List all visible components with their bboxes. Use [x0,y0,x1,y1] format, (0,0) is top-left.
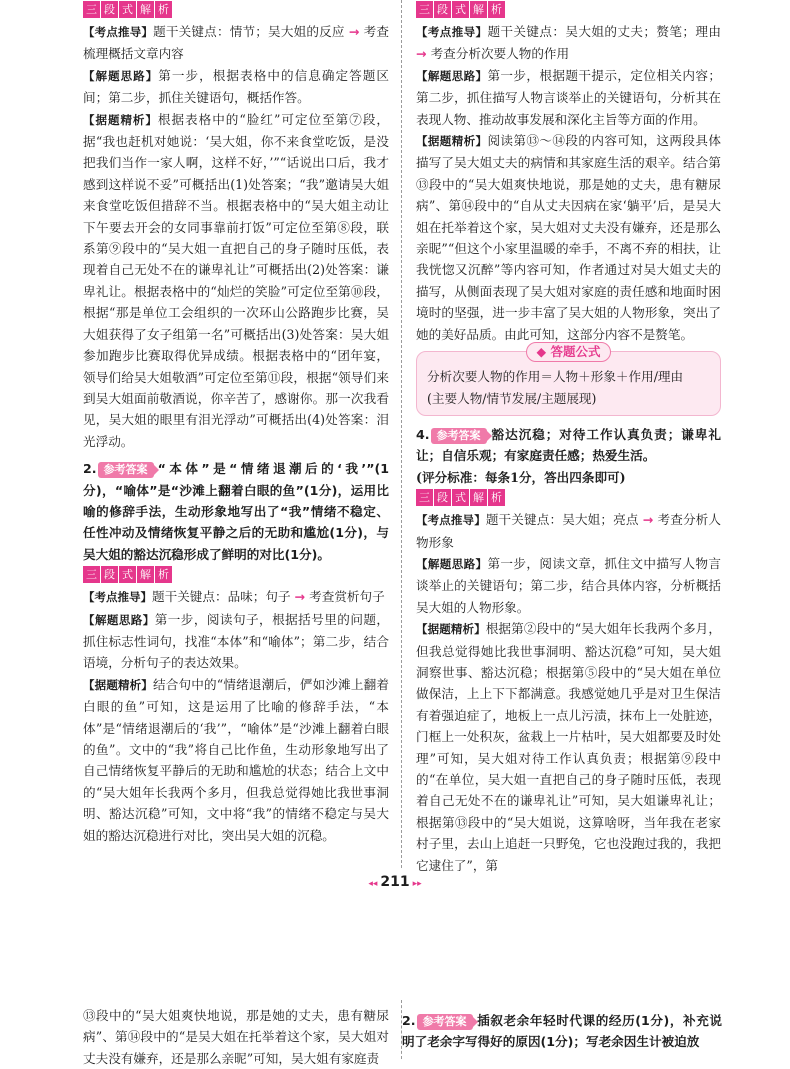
answer-text: “本体”是“情绪退潮后的‘我’”(1分)，“喻体”是“沙滩上翻着白眼的鱼”(1分)，运用比喻的修辞手法，生动形象地写出了“我”情绪不稳定、任性冲动及情绪恢复平静之后的无助和尴尬(1分)，与吴大姐的豁达沉稳形成了鲜明的对比(1分)。 [83,461,389,562]
banner-char: 析 [155,1,172,18]
silu-tag: 【解题思路】 [83,68,159,83]
formula-line: 分析次要人物的作用＝人物＋形象＋作用/理由 [427,369,684,385]
kaodian-focus: 考查赏析句子 [309,589,385,605]
next-page-right-column [402,1010,722,1053]
q2-kaodian [83,586,389,608]
banner-char: 式 [452,1,469,18]
answer-badge: 参考答案 [417,1014,473,1030]
banner-char: 三 [416,489,433,506]
jingxi-tag: 【据题精析】 [416,622,486,637]
silu-text: 第一步，根据题干提示，定位相关内容；第二步，抓住描写人物言谈举止的关键语句，分析其在表现人物、推动故事发展和深化主旨等方面的作用。 [416,67,722,127]
page-deco-right-icon: ▸▸ [412,879,422,889]
formula-box [416,344,721,416]
page-number-value: 211 [380,874,410,890]
left-column [83,0,389,846]
jingxi-tag: 【据题精析】 [416,134,488,149]
arrow-icon: → [642,512,654,528]
analysis-banner [83,566,389,585]
q4-jingxi [416,618,721,876]
banner-char: 三 [416,1,433,18]
q2-silu [83,609,389,674]
kaodian-focus: 考查梳理概括文章内容 [83,24,389,62]
question-number: 4. [416,426,430,442]
kaodian-tag: 【考点推导】 [83,590,152,605]
banner-char: 段 [434,1,451,18]
formula-heading: ◆ 答题公式 [526,342,612,362]
q3-kaodian [416,21,721,65]
formula-note: (主要人物/情节发展/主题展现) [427,390,597,406]
banner-char: 式 [119,566,136,583]
silu-text: 第一步，阅读文章，抓住文中描写人物言谈举止的关键语句；第二步，结合具体内容，分析概括吴大姐的人物形象。 [416,555,722,615]
analysis-banner [416,489,721,508]
question-number: 2. [402,1013,416,1028]
jingxi-text: 根据第②段中的“吴大姐年长我两个多月，但我总觉得她比我世事洞明、豁达沉稳”可知，吴大姐洞察世事、豁达沉稳；根据第⑤段中的“吴大姐在单位做保洁，上上下下都满意。我感觉她几乎是对卫生保洁有着强迫症了，地板上一点儿污渍，抹布上一处脏迹，门框上一处积灰，盆栽上一片枯叶，吴大姐都要及时处理”可知，吴大姐对待工作认真负责；根据第⑨段中的“在单位，吴大姐一直把自己的身子随时压低，表现着自己无处不在的谦卑礼让”可知，吴大姐谦卑礼让；根据第⑬段中的“吴大姐说，这算啥呀，当年我在老家村子里，去山上追赶一只野兔，它也没跑过我的，我把它逮住了”，第 [416,621,721,873]
arrow-icon: → [416,46,427,62]
banner-char: 段 [101,566,118,583]
jingxi-text: 结合句中的“情绪退潮后，俨如沙滩上翻着白眼的鱼”可知，这是运用了比喻的修辞手法，“本体”是“情绪退潮后的‘我’”，“喻体”是“沙滩上翻着白眼的鱼”。文中的“我”将自己比作鱼，生动形象地写出了自己情绪恢复平静后的无助和尴尬的状态；结合上文中的“吴大姐年长我两个多月，但我总觉得她比我世事洞明、豁达沉稳”可知，文中将“我”的情绪不稳定与吴大姐的豁达沉稳进行对比，突出吴大姐的沉稳。 [83,676,389,843]
banner-char: 析 [488,489,505,506]
kaodian-focus: 考查分析人物形象 [416,512,722,550]
kaodian-keypoints: 题干关键点：品味；句子 [152,589,291,605]
kaodian-tag: 【考点推导】 [83,25,154,39]
q1-kaodian [83,21,389,65]
banner-char: 式 [452,489,469,506]
right-column [416,0,721,876]
answer-badge: 参考答案 [98,462,154,478]
banner-char: 解 [470,489,487,506]
page-deco-left-icon: ◂◂ [368,879,378,889]
arrow-icon: → [348,24,360,39]
silu-text: 第一步，阅读句子，根据括号里的问题，抓住标志性词句，找准“本体”和“喻体”；第二步，结合语境，分析句子的表达效果。 [83,611,390,671]
silu-text: 第一步，根据表格中的信息确定答题区间；第二步，抓住关键语句，概括作答。 [83,67,390,106]
banner-char: 解 [137,566,154,583]
kaodian-keypoints: 题干关键点：吴大姐的丈夫；赘笔；理由 [487,24,722,39]
jingxi-tag: 【据题精析】 [83,112,158,127]
kaodian-keypoints: 题干关键点：吴大姐；亮点 [485,512,639,528]
jingxi-text: 阅读第⑬～⑭段的内容可知，这两段具体描写了吴大姐丈夫的病情和其家庭生活的艰辛。结合第⑬段中的“吴大姐爽快地说，那是她的丈夫，患有糖尿病”、第⑭段中的“自从丈夫因病在家‘躺平’后，是吴大姐在托举着这个家，吴大姐对丈夫没有嫌弃，还是那么亲昵”“但这个小家里温暖的牵手，不离不弃的相扶，让我恍惚又沉醉”等内容可知，作者通过对吴大姐丈夫的描写，从侧面表现了吴大姐对家庭的责任感和地面时困境时的坚强，进一步丰富了吴大姐的人物形象，突出了她的美好品质。由此可知，这部分内容不是赘笔。 [416,133,722,342]
next-page-q2-answer [402,1010,722,1053]
kaodian-focus: 考查分析次要人物的作用 [430,46,570,62]
q2-answer [83,458,389,565]
next-page-left-column [83,1005,389,1069]
banner-char: 式 [119,1,136,18]
jingxi-text: 根据表格中的“脸红”可定位至第⑦段，据“我也赶机对她说：‘吴大姐，你不来食堂吃饭，是没把我们当作一家人啊，这样不好，’”“话说出口后，我才感到这样说不妥”可概括出(1)处答案；“我”邀请吴大姐来食堂吃饭但措辞不当。根据表格中的“吴大姐主动让下午要去开会的女同事靠前打饭”可定位至第⑧段，联系第⑨段中的“吴大姐一直把自己的身子随时压低，表现着自己无处不在的谦卑礼让”可概括出(2)处答案：谦卑礼让。根据表格中的“灿烂的笑脸”可定位至第⑩段，根据“那是单位工会组织的一次环山公路跑步比赛，吴大姐获得了女子组第一名”可概括出(3)处答案：吴大姐参加跑步比赛取得优异成绩。根据表格中的“团年宴，领导们给吴大姐敬酒”可定位至第⑪段，根据“领导们来到吴大姐面前敬酒说，你辛苦了，感谢你。那一次我看见，吴大姐的眼里有泪光浮动”可概括出(4)处答案：泪光浮动。 [83,111,389,449]
analysis-banner [416,1,721,20]
answer-text: 豁达沉稳；对待工作认真负责；谦卑礼让；自信乐观；有家庭责任感；热爱生活。 [416,426,721,464]
banner-char: 段 [434,489,451,506]
answer-text: 插叙老余年轻时代课的经历(1分)，补充说明了老余字写得好的原因(1分)；写老余因生计被迫放 [402,1013,722,1050]
silu-tag: 【解题思路】 [416,68,488,83]
arrow-icon: → [294,589,306,605]
q3-jingxi [416,130,721,345]
next-page-left-text: ⑬段中的“吴大姐爽快地说，那是她的丈夫，患有糖尿病”、第⑭段中的“是吴大姐在托举着这个家，吴大姐对丈夫没有嫌弃，还是那么亲昵”可知，吴大姐有家庭责 [83,1008,389,1066]
page-number [0,874,790,890]
kaodian-tag: 【考点推导】 [416,25,488,39]
q1-silu [83,65,389,109]
silu-tag: 【解题思路】 [83,612,155,627]
q4-silu [416,553,721,618]
analysis-banner [83,1,389,20]
jingxi-tag: 【据题精析】 [83,677,153,692]
q2-jingxi [83,674,389,846]
banner-char: 三 [83,566,100,583]
banner-char: 析 [155,566,172,583]
question-number: 2. [83,461,97,477]
silu-tag: 【解题思路】 [416,556,488,571]
banner-char: 解 [137,1,154,18]
kaodian-tag: 【考点推导】 [416,513,486,528]
banner-char: 析 [488,1,505,18]
banner-char: 解 [470,1,487,18]
q4-kaodian [416,509,721,553]
q3-silu [416,65,721,130]
q4-answer [416,424,721,467]
banner-char: 段 [101,1,118,18]
answer-badge: 参考答案 [431,428,487,444]
q1-jingxi [83,109,389,453]
scoring-note: (评分标准：每条1分，答出四条即可) [416,469,626,485]
column-divider [401,0,402,868]
kaodian-keypoints: 题干关键点：情节；吴大姐的反应 [153,24,345,39]
banner-char: 三 [83,1,100,18]
